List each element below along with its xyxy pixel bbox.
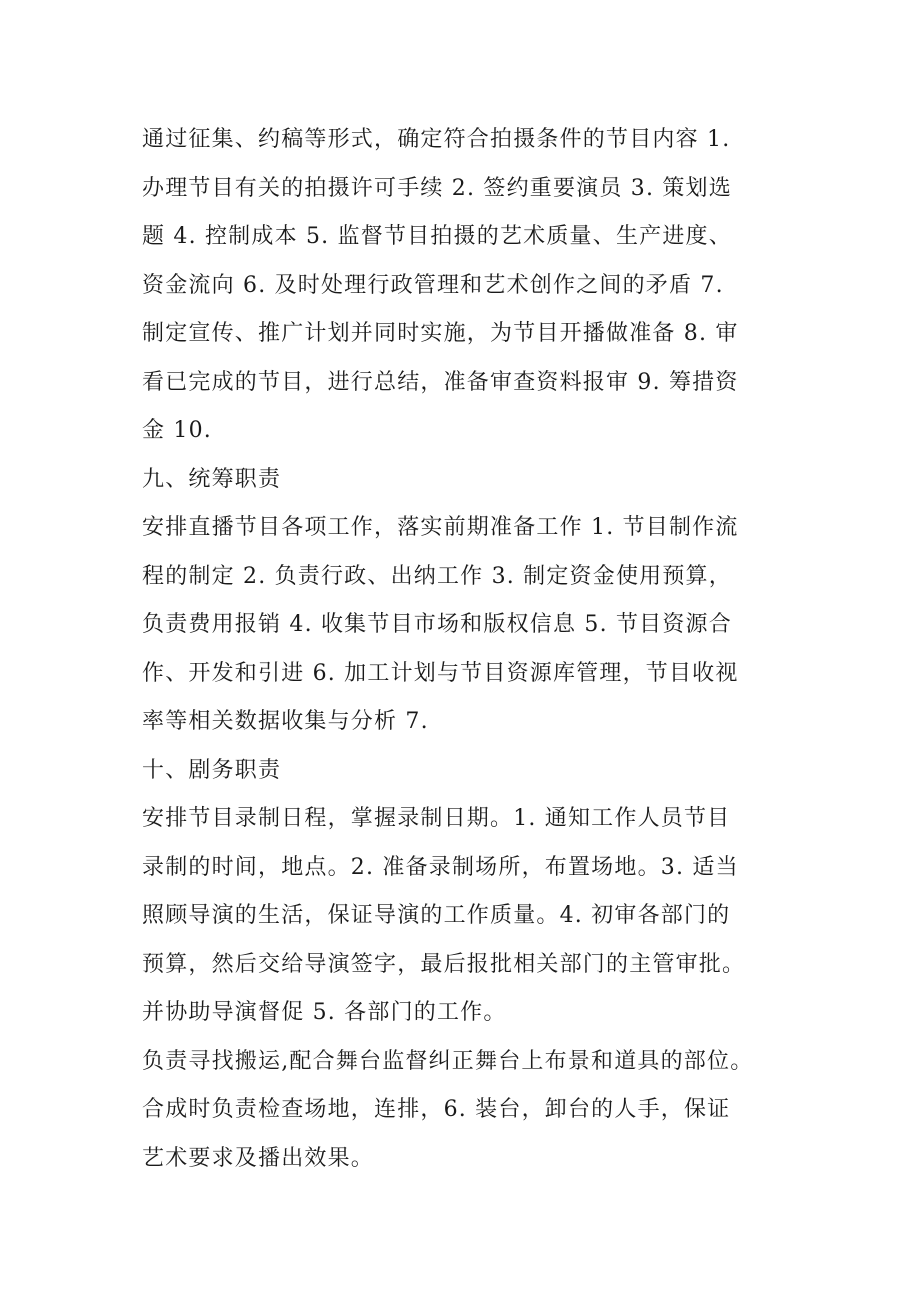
paragraph-line: 率等相关数据收集与分析 7. — [142, 709, 429, 734]
paragraph-line: 资金流向 6. 及时处理行政管理和艺术创作之间的矛盾 7. — [142, 272, 724, 298]
paragraph-line: 预算，然后交给导演签字，最后报批相关部门的主管审批。 — [142, 951, 746, 977]
paragraph-line: 作、开发和引进 6. 加工计划与节目资源库管理，节目收视 — [142, 660, 739, 686]
paragraph-line: 负责费用报销 4. 收集节目市场和版权信息 5. 节目资源合 — [142, 612, 732, 637]
paragraph-line: 并协助导演督促 5. 各部门的工作。 — [142, 1000, 507, 1025]
paragraph-line: 办理节目有关的拍摄许可手续 2. 签约重要演员 3. 策划选 — [142, 175, 732, 201]
paragraph-line: 题 4. 控制成本 5. 监督节目拍摄的艺术质量、生产进度、 — [142, 224, 732, 249]
paragraph-line: 负责寻找搬运,配合舞台监督纠正舞台上布景和道具的部位。 — [142, 1048, 754, 1074]
paragraph-line: 录制的时间，地点。2. 准备录制场所，布置场地。3. 适当 — [142, 854, 739, 880]
paragraph-line: 安排直播节目各项工作，落实前期准备工作 1. 节目制作流 — [142, 515, 739, 540]
paragraph-line: 合成时负责检查场地，连排，6. 装台，卸台的人手，保证 — [142, 1097, 731, 1122]
document-body — [142, 116, 802, 1183]
paragraph-line: 金 10. — [142, 418, 212, 443]
paragraph-line: 安排节目录制日程，掌握录制日期。1. 通知工作人员节目 — [142, 806, 731, 831]
paragraph-line: 看已完成的节目，进行总结，准备审查资料报审 9. 筹措资 — [142, 369, 739, 395]
paragraph-line: 艺术要求及播出效果。 — [142, 1145, 375, 1171]
paragraph-line: 程的制定 2. 负责行政、出纳工作 3. 制定资金使用预算， — [142, 563, 732, 589]
section-heading-coordination: 九、统筹职责 — [142, 466, 282, 492]
section-heading-stage-affairs: 十、剧务职责 — [142, 757, 282, 783]
paragraph-line: 照顾导演的生活，保证导演的工作质量。4. 初审各部门的 — [142, 903, 731, 928]
paragraph-line: 制定宣传、推广计划并同时实施，为节目开播做准备 8. 审 — [142, 321, 739, 346]
paragraph-line: 通过征集、约稿等形式，确定符合拍摄条件的节目内容 1. — [142, 127, 731, 152]
